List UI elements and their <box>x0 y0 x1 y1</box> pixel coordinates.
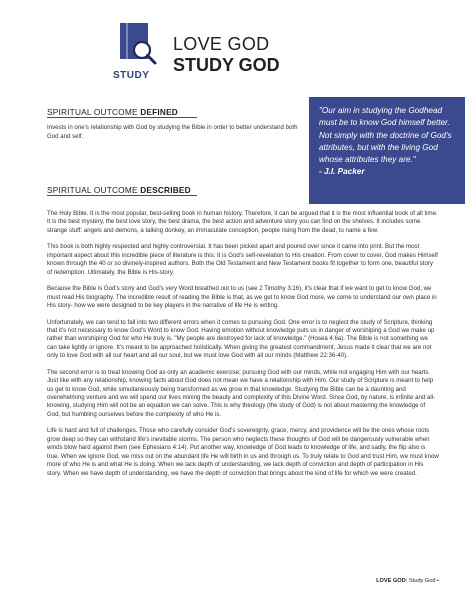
body-paragraph: The Holy Bible. It is the most popular, best-selling book in human history. Therefore, it can be argued that it is the most influential book of all time. It is the best mystery, the best love story, the best drama, the best action and adventure story you can find on the shelves. It includes some strange stuff: angels and demons, a talking donkey, an immaculate conception, people rising from the dead, to name a few. <box>47 210 438 234</box>
section-defined-prefix: SPIRITUAL OUTCOME <box>47 107 141 117</box>
quote-box <box>309 97 465 204</box>
brand-line-1: LOVE GOD <box>173 34 270 54</box>
section-described-prefix: SPIRITUAL OUTCOME <box>47 185 141 195</box>
section-described-body <box>47 210 439 486</box>
footer-rest: Study God • <box>407 578 439 584</box>
body-paragraph: Life is hard and full of challenges. Those who carefully consider God's sovereignty, grace, mercy, and providence will be the ones whose roots grow deep so they can withstand life's inevitable storms. The person who neglects these thoughts of God will be dangerously vulnerable when winds blow hard against them (see Ephesians 4:14). Put another way, knowledge of God leads to knowledge of life, and sadly, the flip also is true. When we ignore God, we miss out on the abundant life He will birth in us and through us. To truly relate to God and trust Him, we must know more of who He is and what He is doing. When we lack depth of understanding, we lack depth of conviction and depth of participation in His story. When we have depth of understanding, we have the depth of conviction that brings about the kind of life for which we were created. <box>47 427 439 477</box>
quote-author: - J.I. Packer <box>319 167 365 177</box>
section-defined-text: Invests in one's relationship with God by studying the Bible in order to better understand both God and self. <box>47 124 298 140</box>
page-header <box>113 20 373 82</box>
body-paragraph: The second error is to treat knowing God as only an academic exercise; pursuing God with our minds, while not engaging Him with our hearts. Just like with any relationship, knowing facts about God does not mean we have a relationship with Him. Our study of Scripture is meant to help us get to know God, while simultaneously being transformed as we grow in that knowledge. Studying the Bible can be a daunting and overwhelming venture and we will spend our lives mining the beauty and complexity of this Divine Word. Since God, by nature, is infinite and all-knowing, studying Him will not be an equation we can solve. This is why theology (the study of God) is not about mastering the knowledge of God, but humbling ourselves before the complexity of who He is. <box>47 368 436 418</box>
logo-word: STUDY <box>113 70 150 81</box>
footer-bold: LOVE GOD: <box>376 578 408 584</box>
study-logo <box>113 20 163 82</box>
body-paragraph: Unfortunately, we can tend to fall into two different errors when it comes to pursuing God. One error is to neglect the study of Scripture, thinking that it's not necessary to know God's Word to know God. Having emotion without knowledge puts us in danger of worshiping a God we make up rather than worshiping God for who He truly is. "My people are destroyed for lack of knowledge." (Hosea 4:6a). The Bible is not something we can take lightly or ignore. It's meant to be approached holistically. When giving the greatest commandment, Jesus made it clear that we are not only to love God with all our heart and all our soul, but we must love God with all our minds (Matthew 22:36-40). <box>47 318 435 360</box>
section-described-rule <box>47 195 197 196</box>
section-defined-rule <box>47 117 197 118</box>
quote-text: "Our aim in studying the Godhead must be to know God himself better. Not simply with the doctrine of God's attributes, but with the living God whose attributes they are." <box>319 106 452 165</box>
section-defined-bold: DEFINED <box>140 107 179 117</box>
body-paragraph: Because the Bible is God's story and God's very Word breathed out to us (see 2 Timothy 3:16), it's clear that if we want to get to know God, we must read His biography. The incredible result of reading the Bible is that, as we get to know God more, we come to understand our own place in His story- how we were designed to be key players in the narrative of life He is writing. <box>47 285 437 310</box>
page-footer <box>376 578 439 584</box>
brand-line-2: STUDY GOD <box>173 55 280 75</box>
section-defined-title <box>47 107 178 117</box>
body-paragraph: This book is both highly respected and highly controversial. It has been picked apart and poured over since it came into print. But the most important aspect about this incredible piece of literature is this: It is God's self-revelation to His creation. From cover to cover, God makes Himself known through the 40 or so divinely-inspired authors. Both the Old Testament and New Testament books fit together to form one, beautiful story of redemption. Ultimately, the Bible is His-story. <box>47 243 438 276</box>
book-magnifier-icon <box>113 20 163 70</box>
section-described-bold: DESCRIBED <box>140 185 191 195</box>
section-described-title <box>47 185 191 195</box>
